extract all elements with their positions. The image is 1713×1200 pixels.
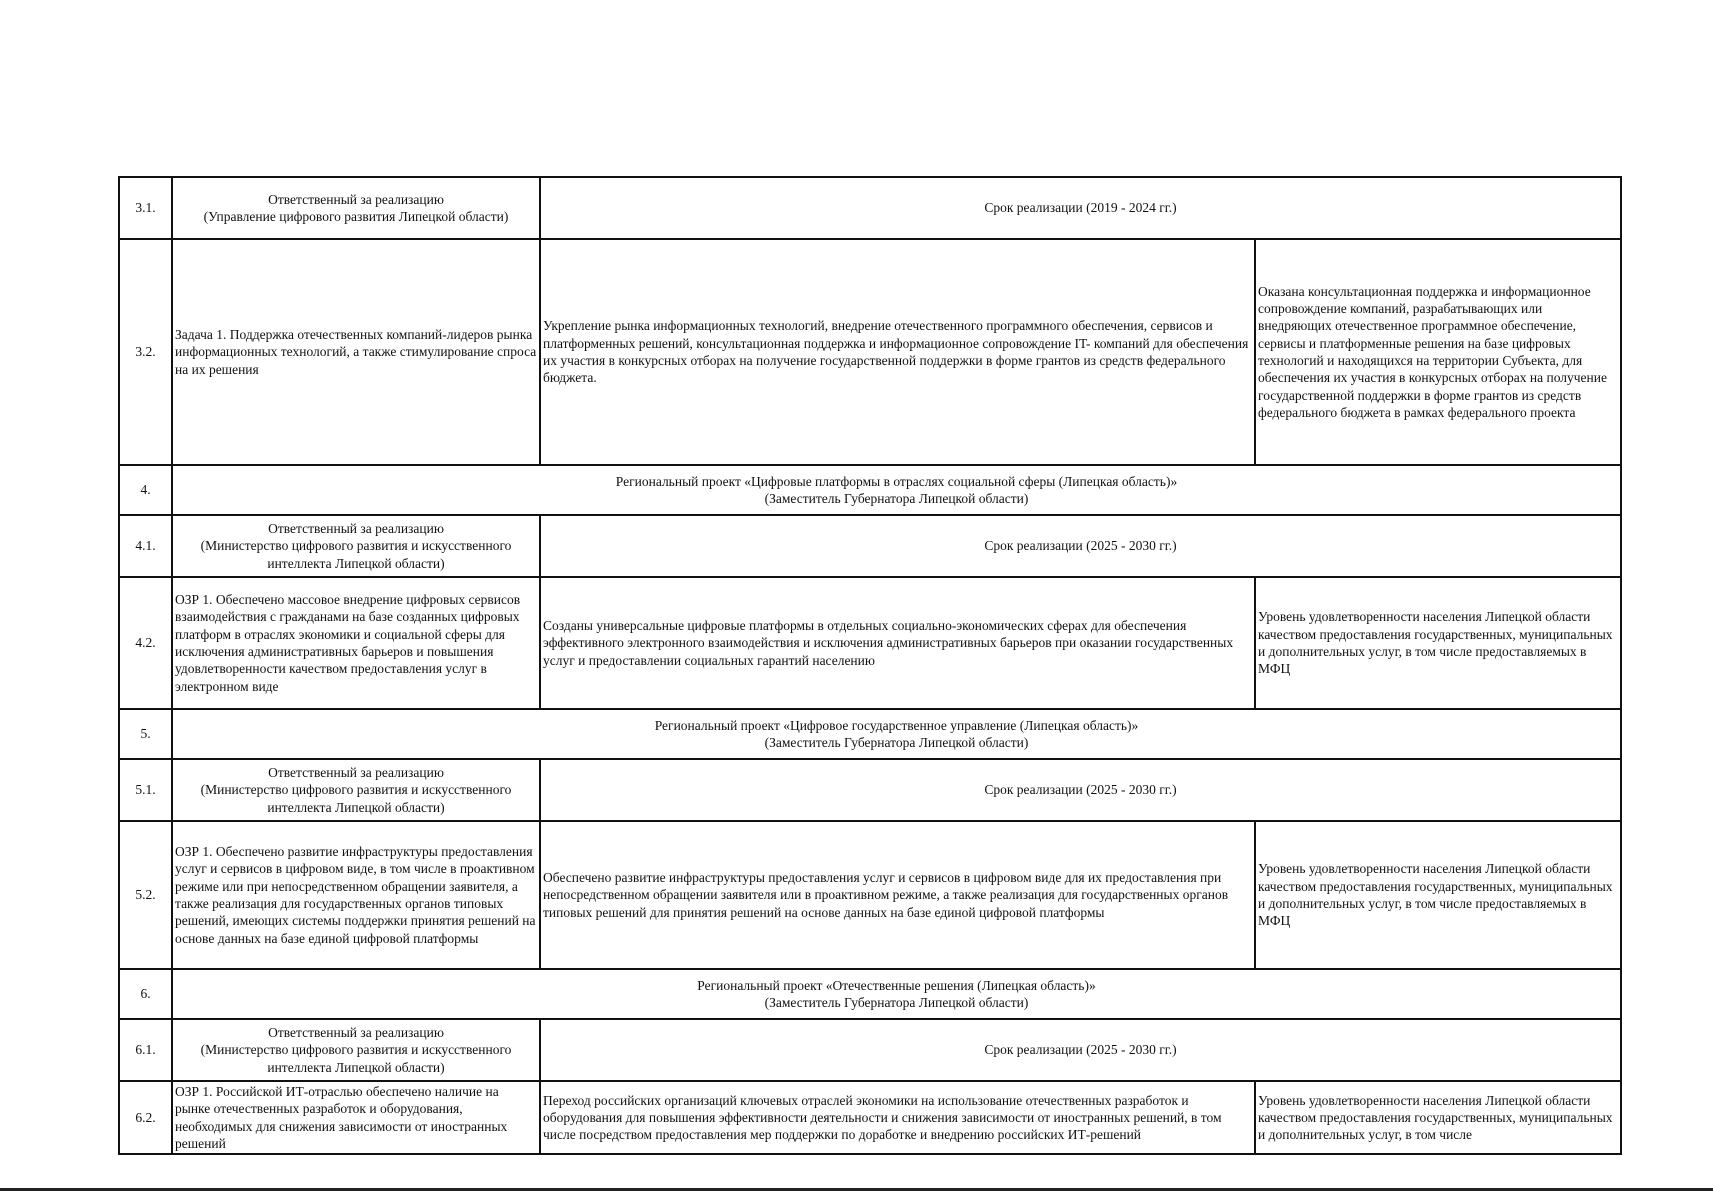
period-cell: Срок реализации (2025 - 2030 гг.)	[540, 759, 1621, 821]
table-row	[119, 969, 1621, 1019]
row-number: 3.2.	[119, 239, 172, 465]
table-row	[119, 821, 1621, 969]
responsible-cell: Ответственный за реализацию (Министерство цифрового развития и искусственного интеллекта Липецкой области)	[172, 1019, 540, 1081]
task-cell: ОЗР 1. Обеспечено развитие инфраструктуры предоставления услуг и сервисов в цифровом виде, в том числе в проактивном режиме или при непосредственном обращении заявителя, а также реализация для государственных органов типовых решений, имеющих системы поддержки принятия решений на основе данных на базе единой цифровой платформы	[172, 821, 540, 969]
period-cell: Срок реализации (2019 - 2024 гг.)	[540, 177, 1621, 239]
row-number: 3.1.	[119, 177, 172, 239]
indicator-cell: Уровень удовлетворенности населения Липецкой области качеством предоставления государственных, муниципальных и дополнительных услуг, в том числе предоставляемых в МФЦ	[1255, 821, 1621, 969]
table-row	[119, 1081, 1621, 1154]
row-number: 5.	[119, 709, 172, 759]
task-cell: ОЗР 1. Российской ИТ-отраслью обеспечено наличие на рынке отечественных разработок и оборудования, необходимых для снижения зависимости от иностранных решений	[172, 1081, 540, 1154]
project-title: Региональный проект «Цифровые платформы в отраслях социальной сферы (Липецкая область)» (Заместитель Губернатора Липецкой области)	[172, 465, 1621, 515]
row-number: 5.2.	[119, 821, 172, 969]
table-row	[119, 709, 1621, 759]
indicator-cell: Уровень удовлетворенности населения Липецкой области качеством предоставления государственных, муниципальных и дополнительных услуг, в том числе	[1255, 1081, 1621, 1154]
row-number: 4.	[119, 465, 172, 515]
document-sheet	[118, 176, 1620, 1155]
effect-cell: Переход российских организаций ключевых отраслей экономики на использование отечественных разработок и оборудования для повышения эффективности деятельности и снижения зависимости от иностранных решений, в том числе посредством предоставления мер поддержки по доработке и внедрению российских ИТ-решений	[540, 1081, 1255, 1154]
table-row	[119, 177, 1621, 239]
indicator-cell: Оказана консультационная поддержка и информационное сопровождение компаний, разрабатывающих или внедряющих отечественное программное обеспечение, сервисы и платформенные решения на базе цифровых технологий и находящихся на территории Субъекта, для обеспечения их участия в конкурсных отборах на получение государственной поддержки в форме грантов из средств федерального бюджета в рамках федерального проекта	[1255, 239, 1621, 465]
row-number: 5.1.	[119, 759, 172, 821]
task-cell: ОЗР 1. Обеспечено массовое внедрение цифровых сервисов взаимодействия с гражданами на базе созданных цифровых платформ в отраслях экономики и социальной сферы для исключения административных барьеров и повышения удовлетворенности качеством предоставления услуг в электронном виде	[172, 577, 540, 709]
page-scan-edge	[0, 1188, 1713, 1191]
effect-cell: Созданы универсальные цифровые платформы в отдельных социально-экономических сферах для обеспечения эффективного электронного взаимодействия и исключения административных барьеров при оказании государственных услуг и предоставлении социальных гарантий населению	[540, 577, 1255, 709]
period-cell: Срок реализации (2025 - 2030 гг.)	[540, 515, 1621, 577]
row-number: 6.2.	[119, 1081, 172, 1154]
row-number: 6.1.	[119, 1019, 172, 1081]
table-row	[119, 577, 1621, 709]
row-number: 6.	[119, 969, 172, 1019]
responsible-cell: Ответственный за реализацию (Министерство цифрового развития и искусственного интеллекта Липецкой области)	[172, 515, 540, 577]
responsible-cell: Ответственный за реализацию (Министерство цифрового развития и искусственного интеллекта Липецкой области)	[172, 759, 540, 821]
table-row	[119, 465, 1621, 515]
project-title: Региональный проект «Цифровое государственное управление (Липецкая область)» (Заместитель Губернатора Липецкой области)	[172, 709, 1621, 759]
table-row	[119, 1019, 1621, 1081]
indicator-cell: Уровень удовлетворенности населения Липецкой области качеством предоставления государственных, муниципальных и дополнительных услуг, в том числе предоставляемых в МФЦ	[1255, 577, 1621, 709]
program-structure-table	[118, 176, 1622, 1155]
table-row	[119, 239, 1621, 465]
period-cell: Срок реализации (2025 - 2030 гг.)	[540, 1019, 1621, 1081]
effect-cell: Обеспечено развитие инфраструктуры предоставления услуг и сервисов в цифровом виде для их предоставления при непосредственном обращении заявителя или в проактивном режиме, а также реализация для государственных органов типовых решений для принятия решений на основе данных на базе единой цифровой платформы	[540, 821, 1255, 969]
table-row	[119, 759, 1621, 821]
project-title: Региональный проект «Отечественные решения (Липецкая область)» (Заместитель Губернатора Липецкой области)	[172, 969, 1621, 1019]
row-number: 4.1.	[119, 515, 172, 577]
effect-cell: Укрепление рынка информационных технологий, внедрение отечественного программного обеспечения, сервисов и платформенных решений, консультационная поддержка и информационное сопровождение IT- компаний для обеспечения их участия в конкурсных отборах на получение государственной поддержки в форме грантов из средств федерального бюджета.	[540, 239, 1255, 465]
responsible-cell: Ответственный за реализацию (Управление цифрового развития Липецкой области)	[172, 177, 540, 239]
row-number: 4.2.	[119, 577, 172, 709]
task-cell: Задача 1. Поддержка отечественных компаний-лидеров рынка информационных технологий, а также стимулирование спроса на их решения	[172, 239, 540, 465]
table-row	[119, 515, 1621, 577]
